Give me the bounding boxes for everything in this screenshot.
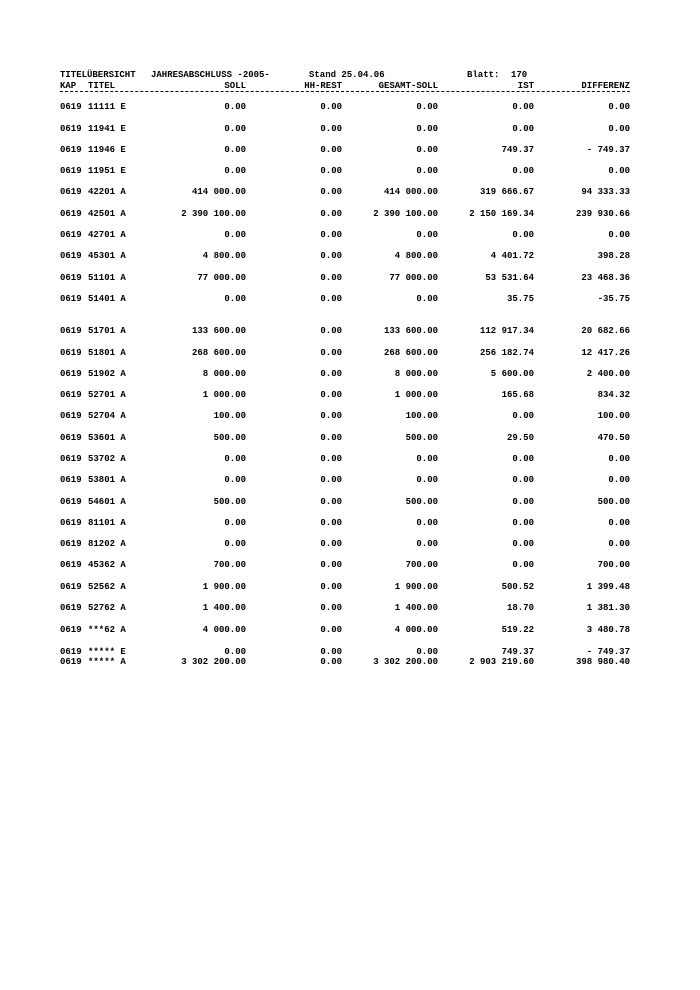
- cell-hh-rest: 0.00: [320, 209, 342, 219]
- cell-ist: 0.00: [512, 475, 534, 485]
- cell-ist: 2 903 219.60: [469, 657, 534, 667]
- cell-gesamt-soll: 4 800.00: [394, 251, 438, 261]
- cell-kap: 0619: [60, 369, 82, 379]
- col-header-differenz: DIFFERENZ: [581, 81, 630, 91]
- cell-soll: 500.00: [213, 497, 246, 507]
- cell-gesamt-soll: 133 600.00: [383, 326, 438, 336]
- cell-soll: 4 800.00: [202, 251, 246, 261]
- cell-hh-rest: 0.00: [320, 390, 342, 400]
- stand-date: Stand 25.04.06: [309, 70, 385, 80]
- table-row: [0, 251, 700, 262]
- header-rule: [60, 91, 630, 92]
- cell-gesamt-soll: 1 400.00: [394, 603, 438, 613]
- cell-soll: 0.00: [224, 647, 246, 657]
- table-row: [0, 369, 700, 380]
- col-header-kap: KAP: [60, 81, 77, 91]
- cell-gesamt-soll: 4 000.00: [394, 625, 438, 635]
- cell-gesamt-soll: 0.00: [416, 102, 438, 112]
- cell-gesamt-soll: 3 302 200.00: [373, 657, 438, 667]
- cell-differenz: 20 682.66: [581, 326, 630, 336]
- cell-soll: 0.00: [224, 166, 246, 176]
- cell-kap: 0619: [60, 230, 82, 240]
- cell-hh-rest: 0.00: [320, 145, 342, 155]
- cell-hh-rest: 0.00: [320, 294, 342, 304]
- cell-kap: 0619: [60, 124, 82, 134]
- cell-hh-rest: 0.00: [320, 475, 342, 485]
- table-row: [0, 294, 700, 305]
- cell-gesamt-soll: 0.00: [416, 454, 438, 464]
- cell-differenz: 700.00: [597, 560, 630, 570]
- cell-titel: 81202 A: [88, 539, 126, 549]
- cell-titel: 45301 A: [88, 251, 126, 261]
- cell-gesamt-soll: 0.00: [416, 124, 438, 134]
- col-header-soll: SOLL: [224, 81, 246, 91]
- cell-differenz: 0.00: [608, 124, 630, 134]
- col-header-titel: TITEL: [88, 81, 116, 91]
- cell-kap: 0619: [60, 475, 82, 485]
- cell-soll: 1 900.00: [202, 582, 246, 592]
- cell-differenz: 0.00: [608, 518, 630, 528]
- cell-ist: 29.50: [506, 433, 534, 443]
- table-row: [0, 187, 700, 198]
- table-row: [0, 625, 700, 636]
- cell-kap: 0619: [60, 390, 82, 400]
- table-row: [0, 582, 700, 593]
- cell-gesamt-soll: 0.00: [416, 166, 438, 176]
- cell-hh-rest: 0.00: [320, 454, 342, 464]
- cell-ist: 0.00: [512, 166, 534, 176]
- cell-gesamt-soll: 268 600.00: [383, 348, 438, 358]
- cell-differenz: 1 399.48: [586, 582, 630, 592]
- cell-kap: 0619: [60, 647, 82, 657]
- cell-gesamt-soll: 0.00: [416, 539, 438, 549]
- cell-kap: 0619: [60, 273, 82, 283]
- cell-differenz: 0.00: [608, 539, 630, 549]
- cell-gesamt-soll: 0.00: [416, 475, 438, 485]
- table-row: [0, 348, 700, 359]
- cell-differenz: 398 980.40: [575, 657, 630, 667]
- cell-kap: 0619: [60, 209, 82, 219]
- cell-ist: 35.75: [506, 294, 534, 304]
- cell-ist: 0.00: [512, 124, 534, 134]
- cell-hh-rest: 0.00: [320, 124, 342, 134]
- cell-soll: 0.00: [224, 454, 246, 464]
- cell-kap: 0619: [60, 560, 82, 570]
- cell-soll: 500.00: [213, 433, 246, 443]
- cell-ist: 0.00: [512, 454, 534, 464]
- cell-gesamt-soll: 0.00: [416, 145, 438, 155]
- cell-differenz: 500.00: [597, 497, 630, 507]
- cell-titel: 51101 A: [88, 273, 126, 283]
- cell-hh-rest: 0.00: [320, 560, 342, 570]
- cell-differenz: 12 417.26: [581, 348, 630, 358]
- cell-differenz: -35.75: [597, 294, 630, 304]
- cell-titel: 51902 A: [88, 369, 126, 379]
- table-row: [0, 539, 700, 550]
- blatt-number: 170: [511, 70, 528, 80]
- cell-differenz: 2 400.00: [586, 369, 630, 379]
- cell-kap: 0619: [60, 518, 82, 528]
- cell-gesamt-soll: 700.00: [405, 560, 438, 570]
- cell-hh-rest: 0.00: [320, 326, 342, 336]
- cell-titel: 51401 A: [88, 294, 126, 304]
- cell-differenz: 3 480.78: [586, 625, 630, 635]
- cell-gesamt-soll: 414 000.00: [383, 187, 438, 197]
- cell-hh-rest: 0.00: [320, 433, 342, 443]
- cell-soll: 268 600.00: [191, 348, 246, 358]
- cell-differenz: 0.00: [608, 475, 630, 485]
- table-row: [0, 411, 700, 422]
- cell-differenz: - 749.37: [586, 145, 630, 155]
- cell-soll: 0.00: [224, 475, 246, 485]
- cell-titel: 53801 A: [88, 475, 126, 485]
- cell-soll: 700.00: [213, 560, 246, 570]
- cell-kap: 0619: [60, 433, 82, 443]
- cell-differenz: 94 333.33: [581, 187, 630, 197]
- cell-hh-rest: 0.00: [320, 251, 342, 261]
- cell-soll: 0.00: [224, 230, 246, 240]
- cell-kap: 0619: [60, 603, 82, 613]
- cell-soll: 1 400.00: [202, 603, 246, 613]
- cell-kap: 0619: [60, 497, 82, 507]
- cell-titel: ***** E: [88, 647, 126, 657]
- cell-kap: 0619: [60, 187, 82, 197]
- table-row: [0, 326, 700, 337]
- cell-titel: 52701 A: [88, 390, 126, 400]
- cell-differenz: 0.00: [608, 454, 630, 464]
- cell-gesamt-soll: 1 900.00: [394, 582, 438, 592]
- cell-titel: 11946 E: [88, 145, 126, 155]
- cell-differenz: 834.32: [597, 390, 630, 400]
- cell-titel: 11941 E: [88, 124, 126, 134]
- cell-ist: 0.00: [512, 102, 534, 112]
- cell-ist: 0.00: [512, 539, 534, 549]
- table-row: [0, 124, 700, 135]
- cell-hh-rest: 0.00: [320, 582, 342, 592]
- cell-soll: 8 000.00: [202, 369, 246, 379]
- cell-titel: 42201 A: [88, 187, 126, 197]
- cell-ist: 0.00: [512, 411, 534, 421]
- cell-differenz: - 749.37: [586, 647, 630, 657]
- cell-kap: 0619: [60, 411, 82, 421]
- cell-hh-rest: 0.00: [320, 497, 342, 507]
- table-row: [0, 603, 700, 614]
- cell-differenz: 0.00: [608, 166, 630, 176]
- cell-differenz: 398.28: [597, 251, 630, 261]
- cell-kap: 0619: [60, 251, 82, 261]
- cell-hh-rest: 0.00: [320, 348, 342, 358]
- table-row: [0, 166, 700, 177]
- cell-soll: 0.00: [224, 145, 246, 155]
- cell-soll: 100.00: [213, 411, 246, 421]
- total-row: [0, 657, 700, 668]
- col-header-ist: IST: [517, 81, 534, 91]
- cell-ist: 165.68: [501, 390, 534, 400]
- cell-soll: 2 390 100.00: [181, 209, 246, 219]
- blatt-label: Blatt:: [467, 70, 500, 80]
- cell-ist: 18.70: [506, 603, 534, 613]
- cell-differenz: 100.00: [597, 411, 630, 421]
- cell-titel: 11951 E: [88, 166, 126, 176]
- report-subtitle: JAHRESABSCHLUSS -2005-: [151, 70, 270, 80]
- cell-ist: 53 531.64: [485, 273, 534, 283]
- cell-kap: 0619: [60, 145, 82, 155]
- cell-gesamt-soll: 100.00: [405, 411, 438, 421]
- cell-titel: 51701 A: [88, 326, 126, 336]
- cell-differenz: 23 468.36: [581, 273, 630, 283]
- cell-hh-rest: 0.00: [320, 102, 342, 112]
- cell-titel: 54601 A: [88, 497, 126, 507]
- cell-differenz: 0.00: [608, 230, 630, 240]
- cell-ist: 4 401.72: [490, 251, 534, 261]
- cell-ist: 2 150 169.34: [469, 209, 534, 219]
- cell-differenz: 1 381.30: [586, 603, 630, 613]
- table-row: [0, 433, 700, 444]
- cell-differenz: 470.50: [597, 433, 630, 443]
- cell-titel: 52704 A: [88, 411, 126, 421]
- cell-soll: 0.00: [224, 539, 246, 549]
- cell-titel: 51801 A: [88, 348, 126, 358]
- table-row: [0, 273, 700, 284]
- cell-ist: 749.37: [501, 145, 534, 155]
- cell-hh-rest: 0.00: [320, 625, 342, 635]
- cell-ist: 0.00: [512, 518, 534, 528]
- col-header-gesamt-soll: GESAMT-SOLL: [378, 81, 438, 91]
- cell-gesamt-soll: 0.00: [416, 294, 438, 304]
- cell-gesamt-soll: 2 390 100.00: [373, 209, 438, 219]
- cell-hh-rest: 0.00: [320, 230, 342, 240]
- cell-soll: 0.00: [224, 102, 246, 112]
- cell-titel: 52762 A: [88, 603, 126, 613]
- cell-kap: 0619: [60, 454, 82, 464]
- cell-gesamt-soll: 0.00: [416, 230, 438, 240]
- cell-titel: 42701 A: [88, 230, 126, 240]
- cell-soll: 0.00: [224, 294, 246, 304]
- report-title: TITELÜBERSICHT: [60, 70, 136, 80]
- cell-gesamt-soll: 77 000.00: [389, 273, 438, 283]
- cell-titel: 81101 A: [88, 518, 126, 528]
- cell-hh-rest: 0.00: [320, 369, 342, 379]
- cell-kap: 0619: [60, 294, 82, 304]
- cell-kap: 0619: [60, 348, 82, 358]
- table-row: [0, 475, 700, 486]
- cell-kap: 0619: [60, 166, 82, 176]
- cell-hh-rest: 0.00: [320, 187, 342, 197]
- cell-ist: 5 600.00: [490, 369, 534, 379]
- cell-soll: 0.00: [224, 518, 246, 528]
- cell-kap: 0619: [60, 657, 82, 667]
- cell-titel: ***** A: [88, 657, 126, 667]
- table-row: [0, 390, 700, 401]
- cell-kap: 0619: [60, 102, 82, 112]
- cell-kap: 0619: [60, 625, 82, 635]
- cell-titel: 53702 A: [88, 454, 126, 464]
- cell-soll: 4 000.00: [202, 625, 246, 635]
- cell-soll: 77 000.00: [197, 273, 246, 283]
- cell-titel: 53601 A: [88, 433, 126, 443]
- cell-soll: 3 302 200.00: [181, 657, 246, 667]
- cell-titel: 11111 E: [88, 102, 126, 112]
- cell-soll: 0.00: [224, 124, 246, 134]
- table-row: [0, 560, 700, 571]
- cell-gesamt-soll: 500.00: [405, 433, 438, 443]
- table-row: [0, 209, 700, 220]
- cell-kap: 0619: [60, 582, 82, 592]
- cell-titel: 52562 A: [88, 582, 126, 592]
- cell-hh-rest: 0.00: [320, 647, 342, 657]
- cell-kap: 0619: [60, 539, 82, 549]
- cell-titel: ***62 A: [88, 625, 126, 635]
- cell-hh-rest: 0.00: [320, 657, 342, 667]
- cell-differenz: 239 930.66: [575, 209, 630, 219]
- cell-hh-rest: 0.00: [320, 603, 342, 613]
- table-row: [0, 454, 700, 465]
- cell-gesamt-soll: 1 000.00: [394, 390, 438, 400]
- cell-ist: 0.00: [512, 497, 534, 507]
- table-row: [0, 145, 700, 156]
- cell-hh-rest: 0.00: [320, 539, 342, 549]
- cell-ist: 319 666.67: [479, 187, 534, 197]
- table-row: [0, 102, 700, 113]
- cell-ist: 749.37: [501, 647, 534, 657]
- cell-gesamt-soll: 8 000.00: [394, 369, 438, 379]
- cell-ist: 0.00: [512, 560, 534, 570]
- cell-ist: 519.22: [501, 625, 534, 635]
- table-row: [0, 230, 700, 241]
- cell-gesamt-soll: 0.00: [416, 518, 438, 528]
- cell-soll: 133 600.00: [191, 326, 246, 336]
- cell-gesamt-soll: 500.00: [405, 497, 438, 507]
- cell-soll: 414 000.00: [191, 187, 246, 197]
- cell-hh-rest: 0.00: [320, 166, 342, 176]
- table-row: [0, 497, 700, 508]
- cell-titel: 45362 A: [88, 560, 126, 570]
- cell-hh-rest: 0.00: [320, 411, 342, 421]
- cell-titel: 42501 A: [88, 209, 126, 219]
- cell-differenz: 0.00: [608, 102, 630, 112]
- cell-gesamt-soll: 0.00: [416, 647, 438, 657]
- cell-ist: 500.52: [501, 582, 534, 592]
- cell-hh-rest: 0.00: [320, 518, 342, 528]
- cell-ist: 256 182.74: [479, 348, 534, 358]
- col-header-hh-rest: HH-REST: [304, 81, 342, 91]
- table-row: [0, 518, 700, 529]
- cell-ist: 0.00: [512, 230, 534, 240]
- cell-kap: 0619: [60, 326, 82, 336]
- cell-ist: 112 917.34: [479, 326, 534, 336]
- cell-soll: 1 000.00: [202, 390, 246, 400]
- cell-hh-rest: 0.00: [320, 273, 342, 283]
